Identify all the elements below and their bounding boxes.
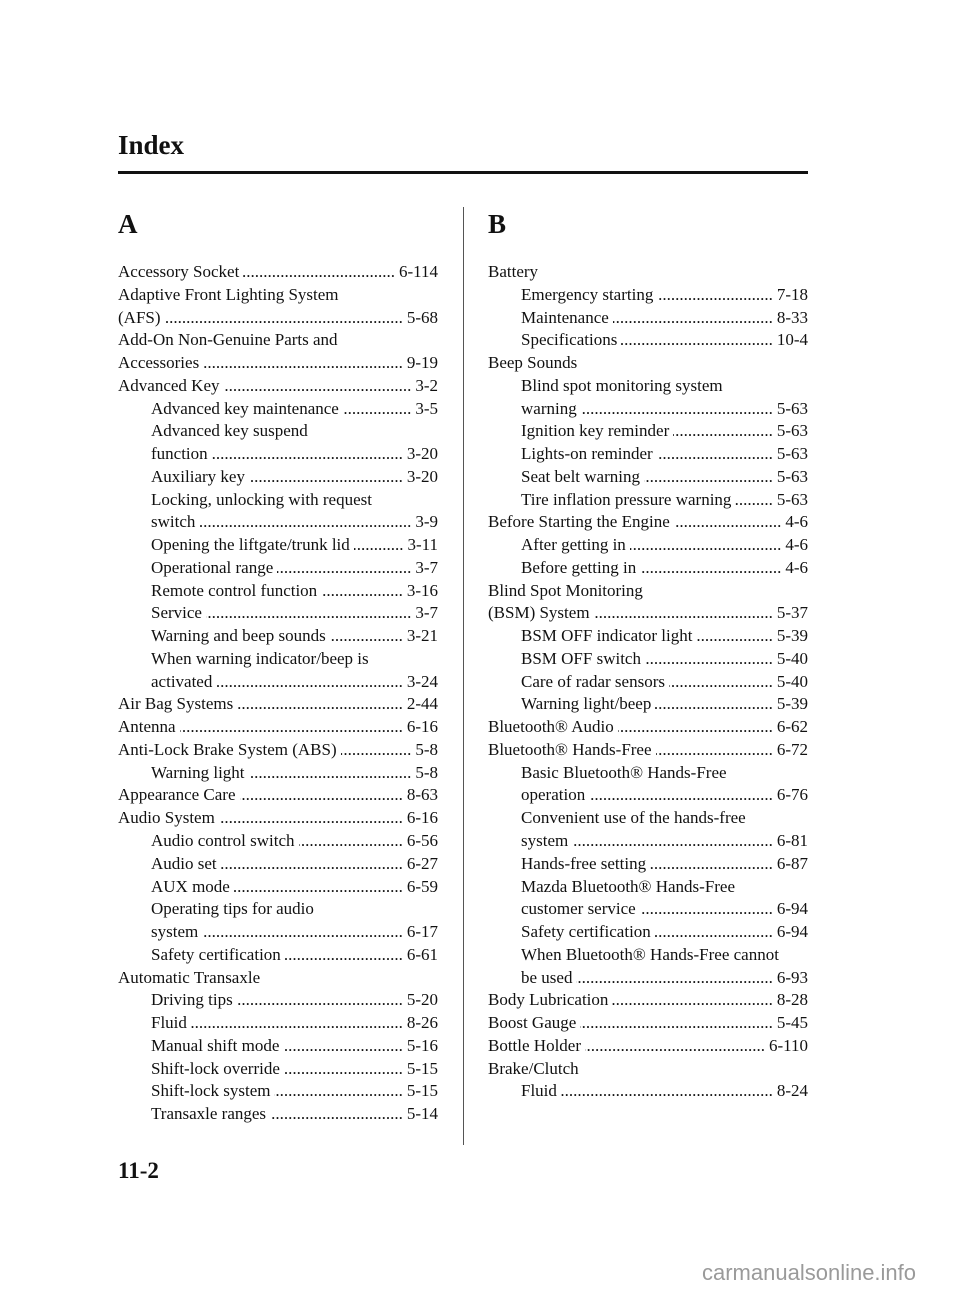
index-entry — [151, 398, 438, 420]
entry-page: 6-93 — [776, 967, 808, 987]
header-rule — [118, 171, 808, 174]
entry-text: Accessory Socket — [118, 262, 240, 281]
entry-page: 3-24 — [406, 671, 438, 691]
entry-page: 5-20 — [406, 990, 438, 1010]
dot-leader — [640, 898, 773, 920]
dot-leader — [330, 625, 403, 647]
entry-page: 9-19 — [406, 353, 438, 373]
entry-page: 5-45 — [776, 1013, 808, 1033]
dot-leader — [249, 466, 403, 488]
index-entry — [521, 329, 808, 351]
entry-text: Anti-Lock Brake System (ABS) — [118, 739, 337, 759]
index-entry — [488, 261, 808, 283]
index-entry — [521, 375, 808, 397]
entry-page: 6-94 — [776, 922, 808, 942]
entry-page: 3-11 — [407, 535, 438, 555]
column-divider — [463, 207, 464, 1145]
entry-text: Bottle Holder — [488, 1035, 582, 1055]
dot-leader — [581, 398, 773, 420]
dot-leader — [580, 1012, 773, 1034]
entry-text: Blind Spot Monitoring — [488, 580, 643, 600]
index-entry — [151, 557, 438, 579]
index-entry — [488, 352, 808, 374]
entry-text: system — [151, 922, 199, 942]
dot-leader — [585, 1035, 765, 1057]
dot-leader — [673, 420, 773, 442]
index-entry — [521, 420, 808, 442]
dot-leader — [655, 921, 773, 943]
entry-page: 5-63 — [776, 466, 808, 486]
index-entry — [521, 921, 808, 943]
entry-text: Blind spot monitoring system — [521, 375, 723, 395]
entry-text: operation — [521, 785, 586, 805]
index-entry — [488, 1058, 808, 1080]
entry-page: 6-61 — [406, 944, 438, 964]
entry-page: 5-39 — [776, 626, 808, 646]
dot-leader — [621, 329, 773, 351]
entry-page: 6-114 — [398, 262, 438, 281]
entry-text: Seat belt warning — [521, 466, 640, 486]
entry-text: When warning indicator/beep is — [151, 648, 369, 668]
entry-text: Accessories — [118, 353, 200, 373]
entry-page: 4-6 — [785, 512, 808, 532]
index-entry — [521, 762, 808, 784]
index-entry — [118, 284, 438, 306]
entry-text: Adaptive Front Lighting System — [118, 284, 339, 304]
dot-leader — [249, 762, 412, 784]
dot-leader — [243, 261, 395, 283]
entry-text: Ignition key reminder — [521, 421, 670, 441]
entry-text: Safety certification — [521, 922, 651, 942]
entry-text: Warning light — [151, 762, 245, 782]
entry-text: Service — [151, 603, 202, 623]
dot-leader — [618, 716, 773, 738]
entry-text: Convenient use of the hands-free — [521, 808, 746, 828]
entry-text: system — [521, 831, 569, 850]
entry-text: Brake/Clutch — [488, 1058, 579, 1078]
dot-leader — [274, 1080, 402, 1102]
index-entry — [151, 443, 438, 465]
entry-text: Fluid — [151, 1013, 187, 1033]
index-entry — [521, 830, 808, 852]
entry-page: 5-68 — [406, 307, 438, 327]
entry-text: BSM OFF indicator light — [521, 626, 693, 646]
index-entry — [521, 443, 808, 465]
index-entry — [521, 557, 808, 579]
entry-text: Remote control function — [151, 580, 318, 600]
dot-leader — [657, 284, 772, 306]
entry-text: Air Bag Systems — [118, 694, 234, 714]
dot-leader — [696, 625, 772, 647]
entry-text: Care of radar sensors — [521, 671, 665, 691]
entry-text: function — [151, 444, 208, 464]
index-entry — [151, 853, 438, 875]
entry-text: Warning light/beep — [521, 694, 652, 714]
entry-page: 7-18 — [776, 284, 808, 304]
entry-text: Basic Bluetooth® Hands-Free — [521, 762, 727, 782]
entry-text: Advanced Key — [118, 375, 220, 395]
entry-text: Transaxle ranges — [151, 1104, 267, 1124]
index-entry — [521, 671, 808, 693]
entry-text: BSM OFF switch — [521, 648, 641, 668]
entry-text: Before getting in — [521, 557, 637, 577]
entry-text: Safety certification — [151, 944, 281, 964]
entry-text: When Bluetooth® Hands-Free cannot — [521, 944, 779, 964]
dot-leader — [612, 989, 772, 1011]
index-entry — [488, 739, 808, 761]
section-letter-a: A — [118, 209, 138, 239]
entry-text: Maintenance — [521, 307, 609, 327]
entry-page: 5-15 — [406, 1081, 438, 1101]
dot-leader — [203, 352, 403, 374]
index-entry — [151, 602, 438, 624]
index-entry — [151, 466, 438, 488]
index-entry — [521, 466, 808, 488]
index-entry — [118, 307, 438, 329]
index-entry — [118, 352, 438, 374]
entry-text: Opening the liftgate/trunk lid — [151, 535, 350, 555]
dot-leader — [321, 580, 403, 602]
entry-page: 6-59 — [406, 876, 438, 896]
index-entry — [151, 921, 438, 943]
dot-leader — [299, 830, 403, 852]
index-entry — [151, 1058, 438, 1080]
entry-page: 5-63 — [776, 489, 808, 509]
entry-page: 8-28 — [776, 990, 808, 1010]
index-entry — [118, 375, 438, 397]
entry-page: 6-62 — [776, 717, 808, 737]
entry-page: 5-14 — [406, 1104, 438, 1124]
dot-leader — [572, 830, 773, 852]
entry-text: Mazda Bluetooth® Hands-Free — [521, 876, 736, 896]
entry-page: 6-16 — [406, 808, 438, 828]
entry-page: 8-63 — [406, 785, 438, 805]
dot-leader — [644, 466, 773, 488]
dot-leader — [613, 307, 773, 329]
index-entry — [521, 876, 808, 898]
entry-text: Driving tips — [151, 990, 233, 1010]
entry-page: 6-87 — [776, 853, 808, 873]
entry-page: 6-94 — [776, 899, 808, 919]
entry-text: Beep Sounds — [488, 353, 578, 373]
entry-text: Manual shift mode — [151, 1035, 280, 1055]
index-entry — [151, 511, 438, 533]
entry-text: Bluetooth® Hands-Free — [488, 739, 652, 759]
entry-text: Emergency starting — [521, 284, 654, 304]
entry-page: 5-39 — [776, 694, 808, 714]
entry-page: 8-26 — [406, 1013, 438, 1033]
index-entry — [118, 807, 438, 829]
entry-page: 6-81 — [776, 831, 808, 850]
entry-text: activated — [151, 671, 213, 691]
dot-leader — [669, 671, 773, 693]
dot-leader — [180, 716, 403, 738]
index-entry — [151, 944, 438, 966]
entry-text: Fluid — [521, 1081, 557, 1101]
entry-text: Operating tips for audio — [151, 899, 314, 919]
entry-text: After getting in — [521, 535, 626, 555]
entry-text: Battery — [488, 262, 539, 281]
index-entry — [521, 944, 808, 966]
index-entry — [521, 284, 808, 306]
entry-page: 6-76 — [776, 785, 808, 805]
index-entry — [151, 1080, 438, 1102]
entry-page: 6-17 — [406, 922, 438, 942]
index-entry — [488, 511, 808, 533]
index-entry — [488, 716, 808, 738]
entry-text: Shift-lock override — [151, 1058, 280, 1078]
dot-leader — [165, 307, 403, 329]
entry-text: (AFS) — [118, 307, 161, 327]
index-entry — [151, 420, 438, 442]
entry-page: 6-27 — [406, 853, 438, 873]
index-entry — [521, 967, 808, 989]
entry-page: 6-16 — [406, 717, 438, 737]
entry-text: Specifications — [521, 330, 618, 350]
entry-page: 5-63 — [776, 398, 808, 418]
dot-leader — [674, 511, 782, 533]
index-entry — [488, 580, 808, 602]
dot-leader — [216, 671, 402, 693]
entry-page: 5-37 — [776, 603, 808, 623]
entry-text: Audio set — [151, 853, 217, 873]
dot-leader — [576, 967, 772, 989]
entry-text: (BSM) System — [488, 603, 590, 623]
entry-text: customer service — [521, 899, 636, 919]
entry-page: 5-16 — [406, 1035, 438, 1055]
index-entry — [118, 693, 438, 715]
entry-page: 5-63 — [776, 444, 808, 464]
entry-text: Warning and beep sounds — [151, 626, 326, 646]
dot-leader — [237, 989, 403, 1011]
index-entry — [521, 489, 808, 511]
index-entry — [521, 693, 808, 715]
dot-leader — [277, 557, 411, 579]
entry-page: 3-21 — [406, 626, 438, 646]
entry-text: Antenna — [118, 717, 176, 737]
page-number: 11-2 — [118, 1158, 159, 1183]
entry-text: Boost Gauge — [488, 1013, 577, 1033]
entry-text: AUX mode — [151, 876, 230, 896]
index-entry — [151, 625, 438, 647]
index-entry — [488, 1035, 808, 1057]
entry-page: 4-6 — [785, 535, 808, 555]
dot-leader — [199, 511, 411, 533]
dot-leader — [191, 1012, 403, 1034]
entry-page: 8-24 — [776, 1081, 808, 1101]
index-entry — [521, 807, 808, 829]
watermark: carmanualsonline.info — [702, 1260, 917, 1285]
entry-text: Body Lubrication — [488, 990, 609, 1010]
index-entry — [118, 261, 438, 283]
entry-page: 5-63 — [776, 421, 808, 441]
entry-page: 3-7 — [415, 557, 438, 577]
dot-leader — [224, 375, 412, 397]
entry-page: 2-44 — [406, 694, 438, 714]
index-entry — [118, 739, 438, 761]
dot-leader — [219, 807, 403, 829]
index-entry — [151, 580, 438, 602]
entry-text: Locking, unlocking with request — [151, 489, 372, 509]
entry-text: Auxiliary key — [151, 466, 245, 486]
index-entry — [151, 989, 438, 1011]
entry-page: 6-110 — [768, 1035, 808, 1055]
entry-page: 6-72 — [776, 739, 808, 759]
index-entry — [151, 898, 438, 920]
index-entry — [521, 784, 808, 806]
index-entry — [521, 534, 808, 556]
dot-leader — [656, 739, 773, 761]
index-entry — [118, 329, 438, 351]
index-entry — [521, 898, 808, 920]
entry-text: Operational range — [151, 557, 274, 577]
dot-leader — [630, 534, 782, 556]
entry-text: Before Starting the Engine — [488, 512, 670, 532]
entry-page: 3-20 — [406, 444, 438, 464]
dot-leader — [640, 557, 781, 579]
entry-page: 5-40 — [776, 648, 808, 668]
entry-text: Add-On Non-Genuine Parts and — [118, 330, 338, 350]
dot-leader — [285, 944, 403, 966]
entry-page: 8-33 — [776, 307, 808, 327]
dot-leader — [283, 1035, 402, 1057]
entry-page: 5-15 — [406, 1058, 438, 1078]
entry-text: Audio System — [118, 808, 215, 828]
entry-text: Hands-free setting — [521, 853, 647, 873]
entry-page: 10-4 — [776, 330, 808, 350]
index-entry — [488, 602, 808, 624]
dot-leader — [202, 921, 403, 943]
entry-text: Bluetooth® Audio — [488, 717, 614, 737]
dot-leader — [212, 443, 403, 465]
dot-leader — [657, 443, 773, 465]
entry-text: Advanced key maintenance — [151, 398, 339, 418]
entry-text: Advanced key suspend — [151, 421, 308, 441]
dot-leader — [354, 534, 404, 556]
index-entry — [488, 989, 808, 1011]
entry-page: 3-20 — [406, 466, 438, 486]
index-entry — [521, 625, 808, 647]
entry-text: be used — [521, 967, 573, 987]
entry-text: Appearance Care — [118, 785, 236, 805]
index-entry — [151, 1035, 438, 1057]
entry-text: Audio control switch — [151, 831, 295, 850]
dot-leader — [343, 398, 411, 420]
entry-page: 5-40 — [776, 671, 808, 691]
index-entry — [488, 1012, 808, 1034]
index-entry — [151, 876, 438, 898]
index-entry — [151, 1103, 438, 1125]
entry-text: Tire inflation pressure warning — [521, 489, 732, 509]
entry-page: 3-9 — [415, 512, 438, 532]
entry-text: Lights-on reminder — [521, 444, 653, 464]
dot-leader — [221, 853, 403, 875]
entry-text: Shift-lock system — [151, 1081, 271, 1101]
dot-leader — [234, 876, 403, 898]
dot-leader — [341, 739, 412, 761]
dot-leader — [284, 1058, 403, 1080]
dot-leader — [240, 784, 403, 806]
entry-page: 5-8 — [415, 762, 438, 782]
dot-leader — [561, 1080, 773, 1102]
index-entry — [521, 853, 808, 875]
entry-text: switch — [151, 512, 196, 532]
dot-leader — [650, 853, 773, 875]
index-entry — [151, 1012, 438, 1034]
index-entry — [151, 762, 438, 784]
index-entry — [151, 489, 438, 511]
entry-text: Automatic Transaxle — [118, 967, 261, 987]
index-entry — [118, 784, 438, 806]
index-entry — [118, 967, 438, 989]
entry-page: 6-56 — [406, 831, 438, 850]
dot-leader — [237, 693, 403, 715]
index-entry — [151, 648, 438, 670]
dot-leader — [655, 693, 772, 715]
index-entry — [521, 398, 808, 420]
dot-leader — [594, 602, 773, 624]
dot-leader — [589, 784, 773, 806]
dot-leader — [270, 1103, 403, 1125]
index-entry — [521, 1080, 808, 1102]
index-entry — [151, 534, 438, 556]
entry-page: 3-16 — [406, 580, 438, 600]
dot-leader — [645, 648, 773, 670]
index-entry — [151, 830, 438, 852]
entry-page: 3-2 — [415, 375, 438, 395]
index-entry — [521, 648, 808, 670]
dot-leader — [206, 602, 411, 624]
entry-page: 4-6 — [785, 557, 808, 577]
page-title: Index — [118, 130, 185, 160]
dot-leader — [735, 489, 772, 511]
entry-page: 5-8 — [415, 739, 438, 759]
index-entry — [521, 307, 808, 329]
index-entry — [118, 716, 438, 738]
entry-page: 3-5 — [415, 398, 438, 418]
section-letter-b: B — [488, 209, 507, 239]
entry-text: warning — [521, 398, 577, 418]
index-entry — [151, 671, 438, 693]
entry-page: 3-7 — [415, 603, 438, 623]
